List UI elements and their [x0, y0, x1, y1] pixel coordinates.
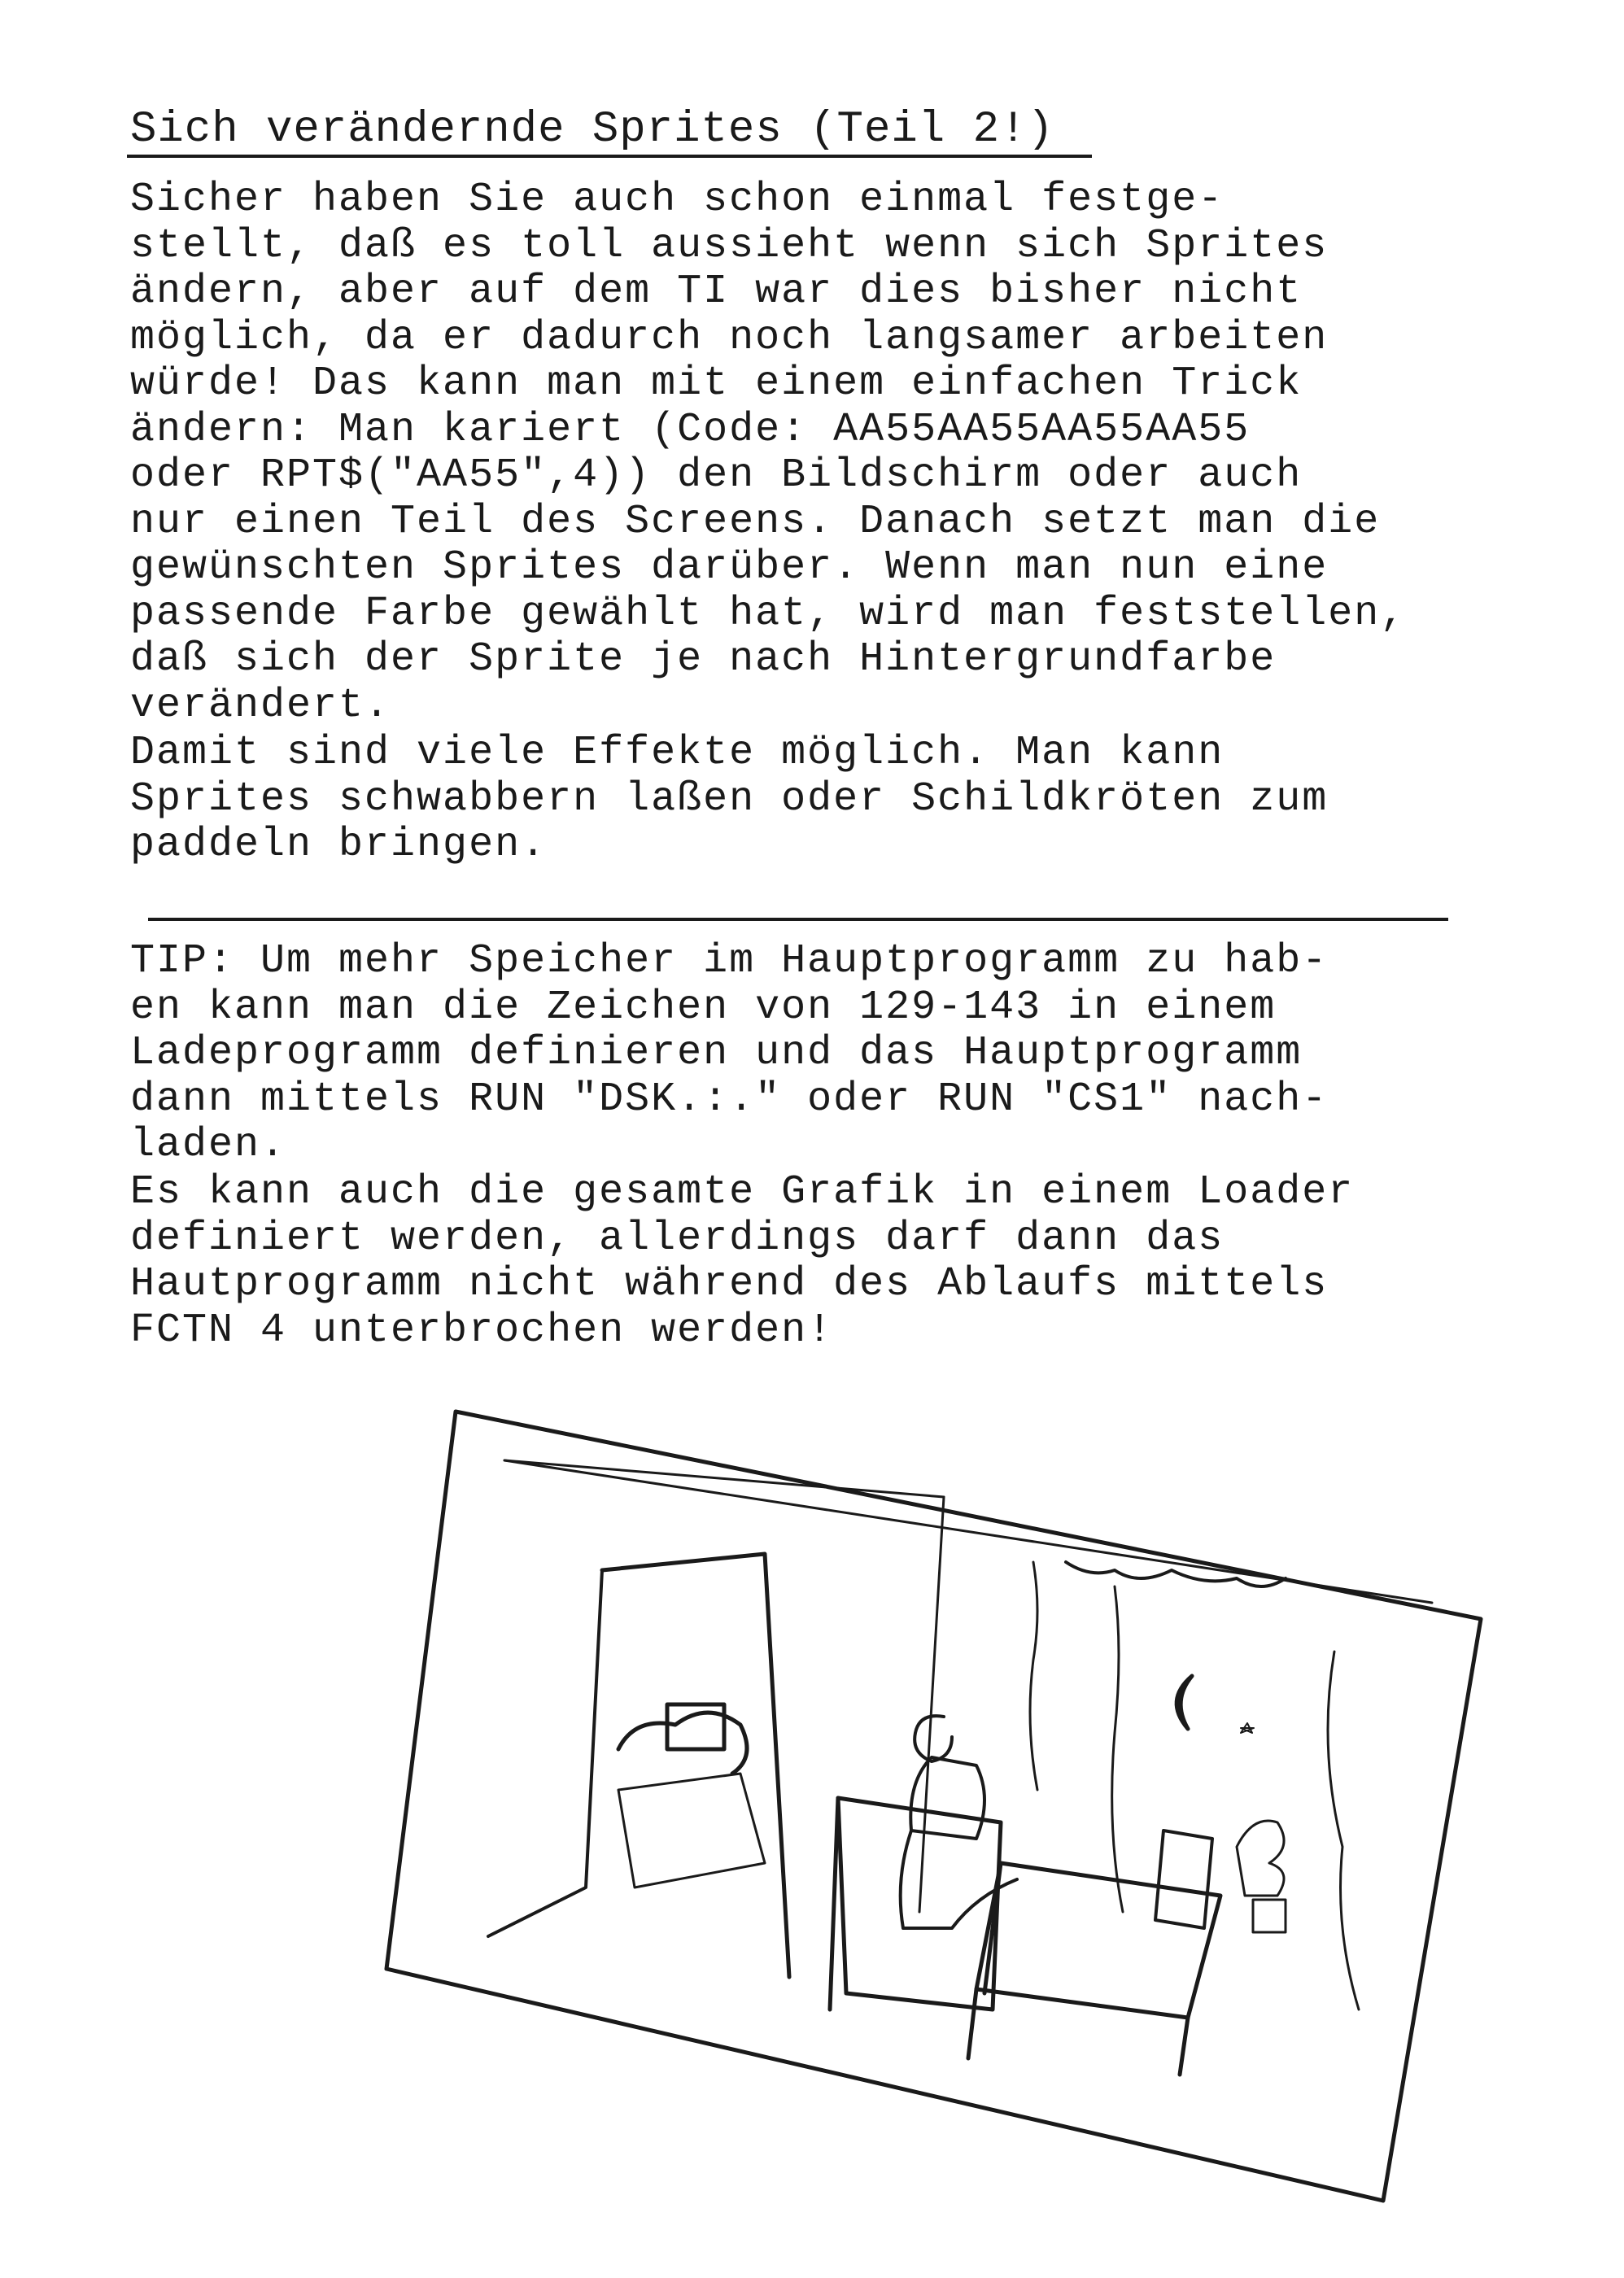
- paragraph-effects: [130, 731, 1328, 869]
- sketch-woman-at-desk-icon: [382, 1407, 1497, 2205]
- text-line: daß sich der Sprite je nach Hintergrundfarbe: [130, 636, 1277, 683]
- text-line: passende Farbe gewählt hat, wird man feststellen,: [130, 590, 1407, 637]
- article-title: Sich verändernde Sprites (Teil 2!): [130, 105, 1054, 155]
- text-line: möglich, da er dadurch noch langsamer arbeiten: [130, 314, 1329, 361]
- section-divider: [148, 918, 1448, 921]
- text-line: Hautprogramm nicht während des Ablaufs mittels: [130, 1261, 1329, 1307]
- text-line: Sprites schwabbern laßen oder Schildkröten zum: [130, 775, 1329, 823]
- text-line: würde! Das kann man mit einem einfachen Trick: [130, 360, 1303, 407]
- title-underline: [127, 155, 1092, 158]
- text-line: stellt, daß es toll aussieht wenn sich Sprites: [130, 222, 1329, 269]
- text-line: oder RPT$("AA55",4)) den Bildschirm oder auch: [130, 452, 1303, 499]
- paragraph-intro: [130, 177, 1406, 729]
- text-line: Ladeprogramm definieren und das Hauptprogramm: [130, 1030, 1303, 1076]
- text-line: paddeln bringen.: [130, 822, 548, 868]
- text-line: nur einen Teil des Screens. Danach setzt man die: [130, 498, 1381, 545]
- text-line: dann mittels RUN "DSK.:." oder RUN "CS1" nach-: [130, 1076, 1329, 1123]
- text-line: en kann man die Zeichen von 129-143 in einem: [130, 984, 1277, 1031]
- text-line: verändert.: [130, 682, 391, 729]
- text-line: definiert werden, allerdings darf dann das: [130, 1215, 1225, 1262]
- text-line: laden.: [130, 1122, 287, 1168]
- text-line: ändern, aber auf dem TI war dies bisher nicht: [130, 268, 1303, 315]
- text-line: Sicher haben Sie auch schon einmal festge-: [130, 177, 1225, 223]
- text-line: TIP: Um mehr Speicher im Hauptprogramm zu hab-: [130, 938, 1329, 984]
- text-line: FCTN 4 unterbrochen werden!: [130, 1307, 834, 1354]
- text-line: ändern: Man kariert (Code: AA55AA55AA55AA55: [130, 406, 1251, 453]
- tip-paragraph-loader: [130, 1170, 1354, 1354]
- text-line: gewünschten Sprites darüber. Wenn man nun eine: [130, 544, 1329, 591]
- tip-paragraph: [130, 939, 1328, 1169]
- text-line: Es kann auch die gesamte Grafik in einem Loader: [130, 1169, 1355, 1215]
- text-line: Damit sind viele Effekte möglich. Man kann: [130, 730, 1225, 776]
